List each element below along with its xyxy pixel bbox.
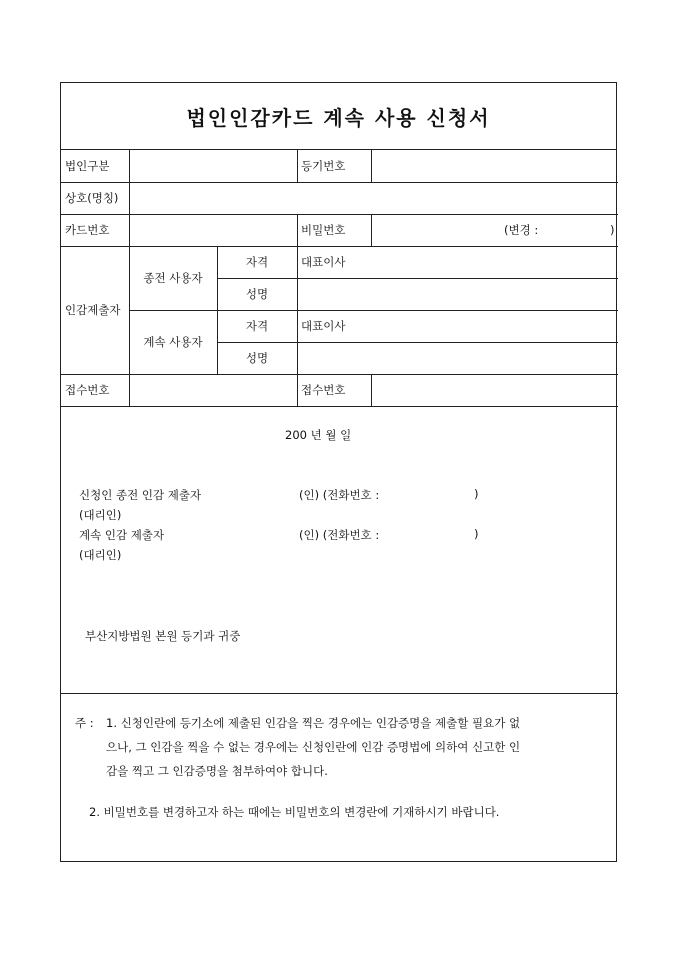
corp-type-field[interactable] xyxy=(130,150,296,181)
prev-name-label: 성명 xyxy=(245,287,269,301)
corp-type-label: 법인구분 xyxy=(65,158,110,173)
prev-qualification-value[interactable]: 대표이사 xyxy=(301,255,346,269)
receipt-no-field-right[interactable] xyxy=(372,375,617,405)
section-divider xyxy=(61,693,618,694)
next-qualification-label: 자격 xyxy=(245,319,269,333)
trade-name-label: 상호(명칭) xyxy=(65,191,119,205)
prev-qualification-label: 자격 xyxy=(245,255,269,269)
prev-name-field[interactable] xyxy=(298,279,617,309)
application-date: 200 년 월 일 xyxy=(285,428,352,442)
reg-no-field[interactable] xyxy=(372,150,617,181)
agent-previous: (대리인) xyxy=(79,508,122,522)
password-change-close: ) xyxy=(610,223,615,237)
password-label: 비밀번호 xyxy=(301,223,346,237)
note-1-line-3: 감을 찍고 그 인감증명을 첨부하여야 합니다. xyxy=(106,764,328,778)
recipient-court: 부산지방법원 본원 등기과 귀중 xyxy=(85,629,241,643)
form-title: 법인인감카드 계속 사용 신청서 xyxy=(61,83,616,150)
reg-no-label: 등기번호 xyxy=(301,158,346,173)
next-qualification-value[interactable]: 대표이사 xyxy=(301,319,346,333)
note-2: 2. 비밀번호를 변경하고자 하는 때에는 비밀번호의 변경란에 기재하시기 바랍니다. xyxy=(89,805,500,819)
password-change-label: (변경 : xyxy=(504,223,539,237)
phone-close-previous: ) xyxy=(474,487,479,501)
note-1-line-1: 1. 신청인란에 등기소에 제출된 인감을 찍은 경우에는 인감증명을 제출할 필요가 없 xyxy=(106,716,521,730)
application-form xyxy=(60,82,617,862)
applicant-previous: 신청인 종전 인감 제출자 xyxy=(79,488,202,502)
card-no-field[interactable] xyxy=(130,215,296,245)
next-user-label: 계속 사용자 xyxy=(143,335,203,349)
next-name-field[interactable] xyxy=(298,343,617,373)
receipt-no-label-left: 접수번호 xyxy=(65,383,110,397)
row-divider xyxy=(61,406,618,407)
applicant-next: 계속 인감 제출자 xyxy=(79,528,165,542)
note-1-line-2: 으나, 그 인감을 찍을 수 없는 경우에는 신청인란에 인감 증명법에 의하여 신고한 인 xyxy=(106,740,521,754)
phone-close-next: ) xyxy=(474,527,479,541)
receipt-no-field-left[interactable] xyxy=(130,375,296,405)
password-field[interactable] xyxy=(372,215,617,245)
trade-name-field[interactable] xyxy=(130,183,617,213)
seal-submitter-label: 인감제출자 xyxy=(65,303,121,317)
agent-next: (대리인) xyxy=(79,548,122,562)
seal-mark-next: (인) (전화번호 : xyxy=(299,528,380,542)
previous-user-label: 종전 사용자 xyxy=(143,271,203,285)
card-no-label: 카드번호 xyxy=(65,223,110,237)
next-name-label: 성명 xyxy=(245,351,269,365)
seal-mark-previous: (인) (전화번호 : xyxy=(299,488,380,502)
receipt-no-label-right: 접수번호 xyxy=(301,383,346,397)
notes-prefix: 주 : xyxy=(75,716,94,730)
